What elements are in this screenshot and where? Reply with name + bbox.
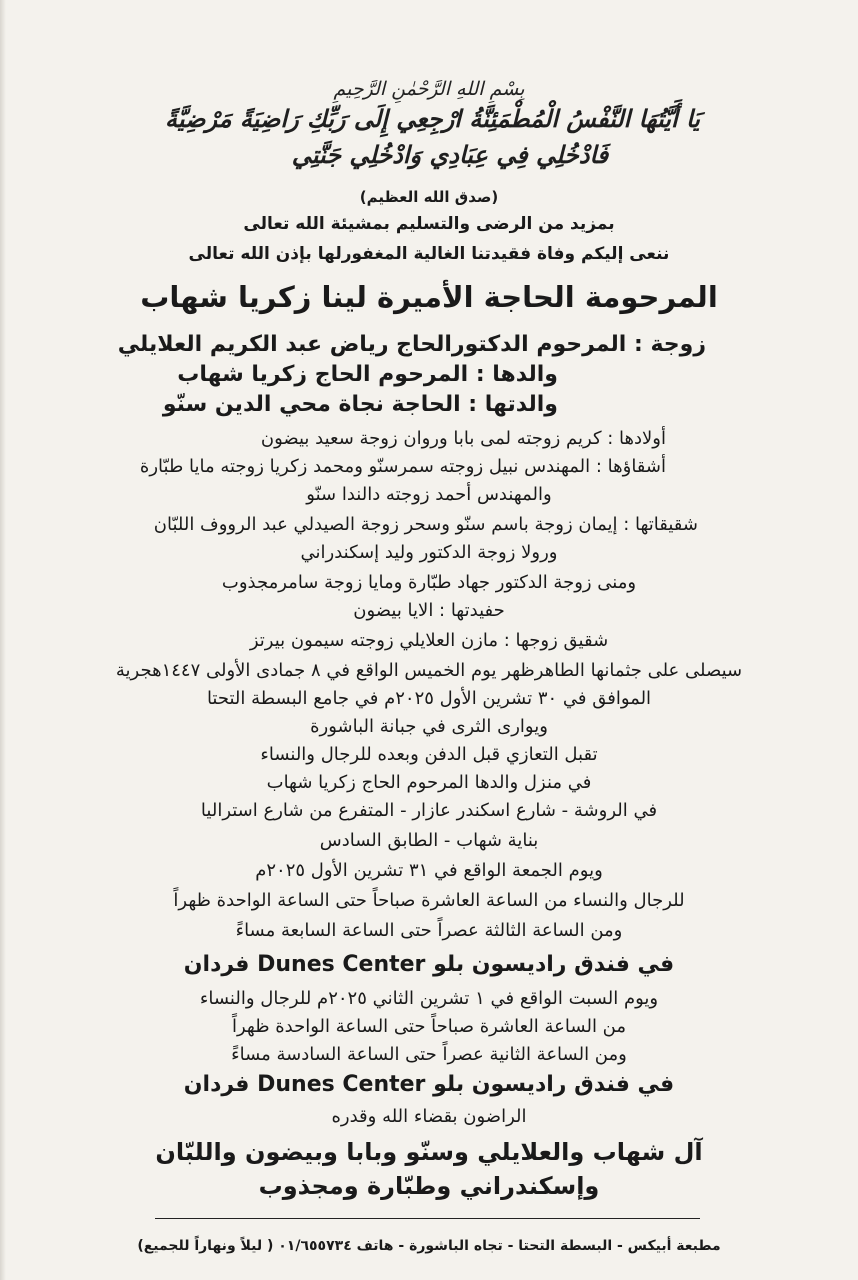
deceased-name: المرحومة الحاجة الأميرة لينا زكريا شهاب [140, 280, 718, 314]
funeral-line-1: سيصلى على جثمانها الطاهرظهر يوم الخميس الواقع في ٨ جمادى الأولى ١٤٤٧هجرية [115, 660, 743, 681]
friday-line-3: ومن الساعة الثالثة عصراً حتى الساعة السابعة مساءً [235, 920, 623, 941]
sisters-line-2: ورولا زوجة الدكتور وليد إسكندراني [300, 542, 558, 563]
families-line-1: آل شهاب والعلايلي وسنّو وبابا وبيضون واللبّان [155, 1138, 703, 1166]
closing-line: الراضون بقضاء الله وقدره [331, 1106, 527, 1127]
condolences-line-4: بناية شهاب - الطابق السادس [319, 830, 539, 851]
condolences-line-1: تقبل التعازي قبل الدفن وبعده للرجال والنساء [260, 744, 598, 765]
sisters-line-3: ومنى زوجة الدكتور جهاد طبّارة ومايا زوجة سامرمجذوب [221, 572, 637, 593]
saturday-line-1: ويوم السبت الواقع في ١ تشرين الثاني ٢٠٢٥م للرجال والنساء [199, 988, 659, 1009]
mother-line: والدتها : الحاجة نجاة محي الدين سنّو [162, 392, 558, 417]
bismillah: بِسْمِ اللهِ الرَّحْمٰنِ الرَّحِيمِ [333, 78, 525, 100]
friday-line-1: ويوم الجمعة الواقع في ٣١ تشرين الأول ٢٠٢٥م [255, 860, 603, 881]
condolences-line-3: في الروشة - شارع اسكندر عازار - المتفرع من شارع استراليا [200, 800, 658, 821]
brother-in-law-line: شقيق زوجها : مازن العلايلي زوجته سيمون بيرتز [249, 630, 609, 651]
children-line: أولادها : كريم زوجته لمى بابا وروان زوجة سعيد بيضون [260, 428, 666, 449]
funeral-line-2: الموافق في ٣٠ تشرين الأول ٢٠٢٥م في جامع البسطة التحتا [206, 688, 652, 709]
quran-verse-line-2: فَادْخُلِي فِي عِبَادِي وَادْخُلِي جَنَّتِي [291, 140, 609, 169]
intro-line-2: ننعى إليكم وفاة فقيدتنا الغالية المغفورلها بإذن الله تعالى [188, 244, 670, 264]
saturday-venue: في فندق راديسون بلو Dunes Center فردان [183, 1072, 675, 1097]
saturday-line-2: من الساعة العاشرة صباحاً حتى الساعة الواحدة ظهراً [231, 1016, 627, 1037]
funeral-line-3: ويوارى الثرى في جبانة الباشورة [310, 716, 548, 737]
brothers-line-2: والمهندس أحمد زوجته دالندا سنّو [306, 484, 552, 505]
brothers-line-1: أشقاؤها : المهندس نبيل زوجته سمرسنّو ومحمد زكريا زوجته مايا طبّارة [139, 456, 666, 477]
printer-footer: مطبعة أبيكس - البسطة التحتا - تجاه الباشورة - هاتف ٠١/٦٥٥٧٣٤ ( ليلاً ونهاراً للجميع) [137, 1238, 721, 1254]
condolences-line-2: في منزل والدها المرحوم الحاج زكريا شهاب [266, 772, 592, 793]
father-line: والدها : المرحوم الحاج زكريا شهاب [177, 362, 558, 387]
intro-line-1: بمزيد من الرضى والتسليم بمشيئة الله تعالى [243, 214, 615, 234]
sadaqa-text: (صدق الله العظيم) [359, 188, 499, 206]
families-line-2: وإسكندراني وطبّارة ومجذوب [258, 1172, 600, 1200]
friday-venue: في فندق راديسون بلو Dunes Center فردان [183, 952, 675, 977]
sisters-line-1: شقيقاتها : إيمان زوجة باسم سنّو وسحر زوجة الصيدلي عبد الرووف اللبّان [153, 514, 698, 535]
saturday-line-3: ومن الساعة الثانية عصراً حتى الساعة السادسة مساءً [231, 1044, 627, 1065]
quran-verse-line-1: يَا أَيَّتُهَا النَّفْسُ الْمُطْمَئِنَّةُ ارْجِعِي إِلَى رَبِّكِ رَاضِيَةً مَرْضِيَّةً [164, 104, 700, 133]
friday-line-2: للرجال والنساء من الساعة العاشرة صباحاً حتى الساعة الواحدة ظهراً [173, 890, 685, 911]
husband-line: زوجة : المرحوم الدكتورالحاج رياض عبد الكريم العلايلي [117, 332, 706, 357]
granddaughter-line: حفيدتها : الايا بيضون [353, 600, 505, 621]
footer-divider [155, 1218, 700, 1219]
